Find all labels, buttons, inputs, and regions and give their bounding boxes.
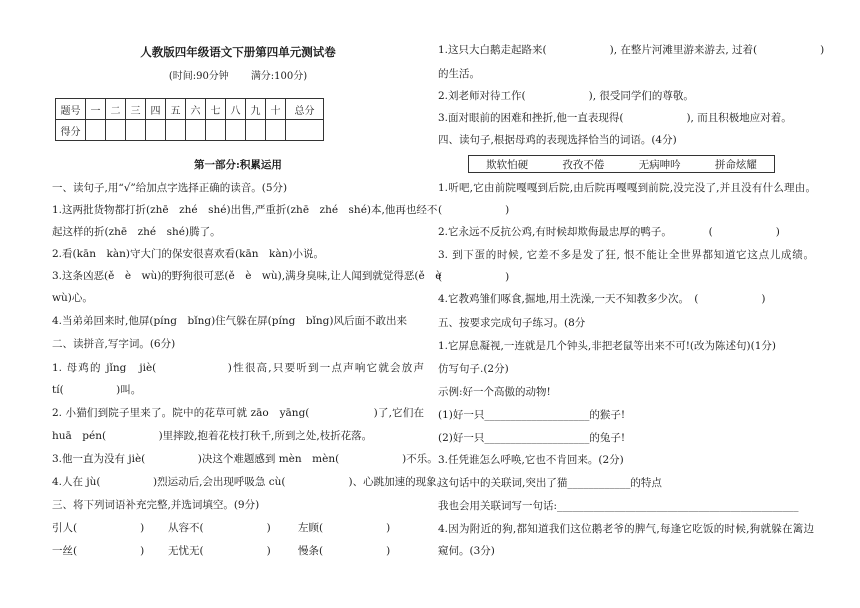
question-text: 这句话中的关联词,突出了猫____________的特点 [438, 477, 662, 489]
full-score: 满分:100分) [250, 71, 308, 82]
question-text: 3.他一直为没有 jiè( )决这个难题感到 mèn mèn( )不乐。 [52, 453, 438, 465]
answer-blank: ( ) [438, 271, 510, 283]
word-fill: 引人( ) [52, 522, 145, 534]
score-input-cell[interactable] [146, 120, 166, 141]
score-input-cell[interactable] [186, 120, 206, 141]
score-table-cell: 三 [126, 99, 146, 120]
word-fill: 一丝( ) [52, 545, 145, 557]
question-text: 4.因为附近的狗,都知道我们这位鹅老爷的脾气,每逢它吃饭的时候,狗就躲在篱边 [438, 523, 814, 535]
time-limit: (时间:90分钟 [168, 71, 229, 82]
score-table-cell: 八 [226, 99, 246, 120]
score-input-cell[interactable] [166, 120, 186, 141]
question-text: (1)好一只____________________的猴子! [438, 409, 626, 421]
question-text: 2.它永远不反抗公鸡,有时候却欺侮最忠厚的鸭子。 ( ) [438, 226, 780, 238]
question-text: 1.它屏息凝视,一连就是几个钟头,非把老鼠等出来不可!(改为陈述句)(1分) [438, 340, 776, 352]
word-fill: 无忧无( ) [168, 545, 271, 557]
question-text: 2.刘老师对待工作( ), 很受同学们的尊敬。 [438, 90, 694, 102]
score-table-cell: 二 [106, 99, 126, 120]
question-heading: 一、读句子,用“√”给加点字选择正确的读音。(5分) [52, 182, 288, 194]
word-fill: 左顾( ) [298, 522, 391, 534]
question-text: 窥伺。(3分) [438, 545, 495, 557]
score-table-cell: 十 [266, 99, 286, 120]
question-text: 3.任凭谁怎么呼唤,它也不肯回来。(2分) [438, 454, 624, 466]
exam-subtitle [52, 67, 424, 82]
score-input-cell[interactable] [126, 120, 146, 141]
score-table-cell: 四 [146, 99, 166, 120]
word-choice: 欺软怕硬 [486, 158, 529, 171]
question-text: tí( )叫。 [52, 384, 142, 396]
score-row-label: 得分 [56, 120, 86, 141]
score-table-cell: 七 [206, 99, 226, 120]
question-text: 1.听吧,它由前院嘎嘎到后院,由后院再嘎嘎到前院,没完没了,并且没有什么理由。 [438, 182, 816, 194]
word-choice: 拼命炫耀 [714, 158, 757, 171]
question-text: 的生活。 [438, 68, 480, 80]
question-text: 3.面对眼前的困难和挫折,他一直表现得( ), 而且积极地应对着。 [438, 112, 792, 124]
score-table-cell: 题号 [56, 99, 86, 120]
question-text: wù)心。 [52, 292, 93, 304]
question-text: 1. 母鸡的 jǐng jiè( )性很高,只要听到一点声响它就会放声 [52, 362, 424, 374]
score-input-cell[interactable] [106, 120, 126, 141]
question-heading: 五、按要求完成句子练习。(8分 [438, 317, 586, 329]
question-text: 1.这只大白鹅走起路来( ), 在整片河滩里游来游去, 过着( ) [438, 44, 825, 56]
score-table-score-row [56, 120, 324, 141]
question-text: huā pén( )里摔跤,抱着花枝打秋千,所到之处,枝折花落。 [52, 430, 373, 442]
question-text: 示例:好一个高傲的动物! [438, 386, 551, 398]
question-text: 2. 小猫们到院子里来了。院中的花草可就 zāo yāng( )了,它们在 [52, 407, 424, 419]
word-fill: 从容不( ) [168, 522, 271, 534]
word-choice: 无病呻吟 [638, 158, 681, 171]
exam-title: 人教版四年级语文下册第四单元测试卷 [140, 45, 336, 59]
score-table-header-row [56, 99, 324, 120]
score-input-cell[interactable] [226, 120, 246, 141]
question-heading: 四、读句子,根据母鸡的表现选择恰当的词语。(4分) [438, 134, 677, 146]
section-heading: 第一部分:积累运用 [194, 159, 282, 171]
question-text: 3. 到下蛋的时候, 它差不多是发了狂, 恨不能让全世界都知道它这点儿成绩。 [438, 249, 814, 261]
score-table-cell: 五 [166, 99, 186, 120]
word-choice-box [468, 155, 775, 173]
answer-blank: ( ) [438, 204, 510, 216]
question-text: 起这样的折(zhē zhé shé)腾了。 [52, 226, 221, 238]
question-heading: 三、将下列词语补充完整,并选词填空。(9分) [52, 499, 260, 511]
question-text: 我也会用关联词写一句话:______________________________________________ [438, 500, 799, 512]
score-input-cell[interactable] [286, 120, 324, 141]
question-text: 4.当弟弟回来时,他屏(píng bǐng)住气躲在屏(píng bǐng)风后面不敢出来 [52, 315, 407, 327]
score-input-cell[interactable] [266, 120, 286, 141]
question-text: 仿写句子.(2分) [438, 363, 509, 375]
word-fill: 慢条( ) [298, 545, 391, 557]
score-table-cell: 总分 [286, 99, 324, 120]
question-text: 4.人在 jù( )烈运动后,会出现呼吸急 cù( )、心跳加速的现象。 [52, 476, 448, 488]
word-choice: 孜孜不倦 [562, 158, 605, 171]
question-text: 4.它教鸡雏们啄食,掘地,用土洗澡,一天不知教多少次。 ( ) [438, 293, 766, 305]
score-table-cell: 九 [246, 99, 266, 120]
score-table-cell: 一 [86, 99, 106, 120]
question-text: 3.这条凶恶(ě è wù)的野狗很可恶(ě è wù),满身臭味,让人闻到就觉得恶(ě è [52, 270, 442, 282]
score-input-cell[interactable] [206, 120, 226, 141]
score-table-cell: 六 [186, 99, 206, 120]
question-text: 1.这两批货物都打折(zhē zhé shé)出售,严重折(zhē zhé shé)本,他再也经不 [52, 204, 438, 216]
score-input-cell[interactable] [246, 120, 266, 141]
question-text: (2)好一只____________________的兔子! [438, 432, 626, 444]
score-table [55, 98, 324, 141]
question-text: 2.看(kān kàn)守大门的保安很喜欢看(kān kàn)小说。 [52, 248, 324, 260]
score-input-cell[interactable] [86, 120, 106, 141]
question-heading: 二、读拼音,写字词。(6分) [52, 338, 176, 350]
